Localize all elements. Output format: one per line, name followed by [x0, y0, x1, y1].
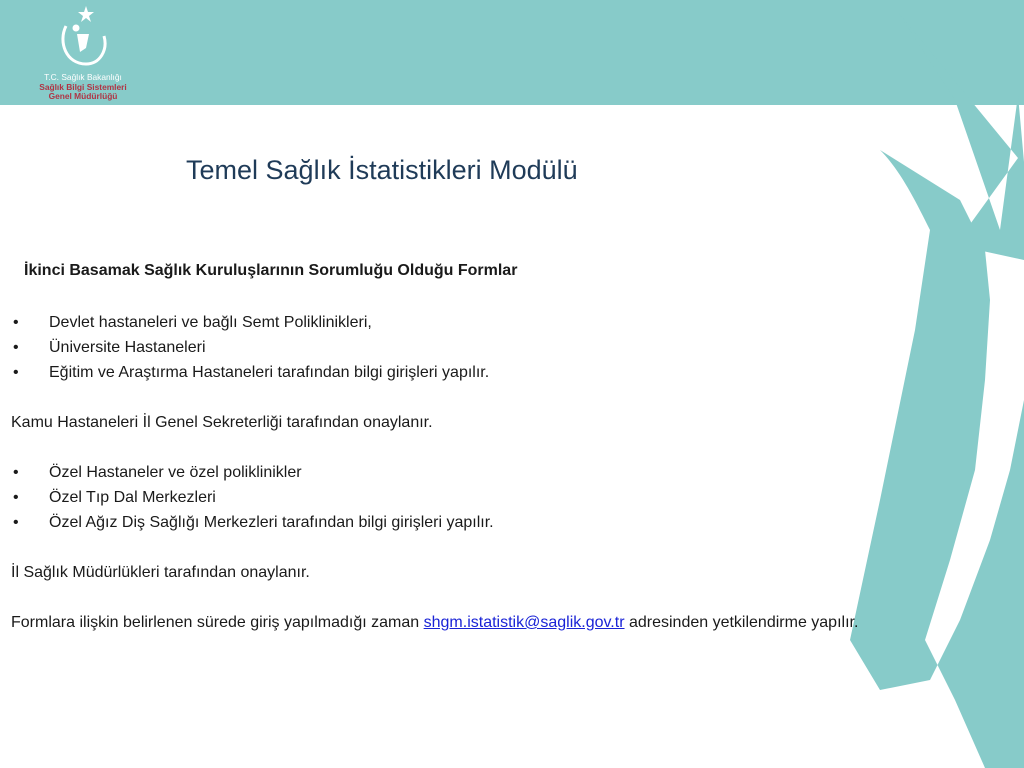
list-item-text: Özel Tıp Dal Merkezleri: [49, 489, 216, 506]
bullet-icon: •: [13, 489, 19, 506]
logo-text: [18, 73, 148, 102]
list-item: [11, 485, 891, 510]
ministry-emblem-icon: [56, 4, 108, 68]
approval-public: Kamu Hastaneleri İl Genel Sekreterliği tarafından onaylanır.: [11, 414, 433, 431]
list-item: [11, 335, 891, 360]
bullet-icon: •: [13, 464, 19, 481]
final-text-after: adresinden yetkilendirme yapılır.: [624, 614, 859, 631]
bullet-icon: •: [13, 364, 19, 381]
email-link[interactable]: shgm.istatistik@saglik.gov.tr: [423, 614, 625, 631]
ministry-logo: [18, 4, 148, 109]
list-item: [11, 510, 891, 535]
list-item-text: Eğitim ve Araştırma Hastaneleri tarafından bilgi girişleri yapılır.: [49, 364, 490, 381]
slide-body: [11, 258, 891, 635]
logo-ministry: T.C. Sağlık Bakanlığı: [44, 72, 122, 82]
list-item: [11, 460, 891, 485]
section-subtitle: İkinci Basamak Sağlık Kuruluşlarının Sorumluğu Olduğu Formlar: [24, 262, 518, 279]
page-title: Temel Sağlık İstatistikleri Modülü: [186, 155, 578, 185]
logo-line2: Sağlık Bilgi Sistemleri: [39, 81, 127, 92]
list-item-text: Devlet hastaneleri ve bağlı Semt Poliklinikleri,: [49, 314, 372, 331]
approval-private: İl Sağlık Müdürlükleri tarafından onaylanır.: [11, 564, 310, 581]
list-item-text: Özel Ağız Diş Sağlığı Merkezleri tarafından bilgi girişleri yapılır.: [49, 514, 494, 531]
list-item: [11, 360, 891, 385]
bullet-icon: •: [13, 514, 19, 531]
logo-line3: Genel Müdürlüğü: [48, 91, 118, 101]
final-text-before: Formlara ilişkin belirlenen sürede giriş yapılmadığı zaman: [11, 614, 424, 631]
bullet-list-private: [11, 460, 891, 535]
list-item: [11, 310, 891, 335]
list-item-text: Üniversite Hastaneleri: [49, 339, 206, 356]
bullet-list-public: [11, 310, 891, 385]
bullet-icon: •: [13, 339, 19, 356]
final-paragraph: [11, 610, 891, 635]
list-item-text: Özel Hastaneler ve özel poliklinikler: [49, 464, 302, 481]
bullet-icon: •: [13, 314, 19, 331]
